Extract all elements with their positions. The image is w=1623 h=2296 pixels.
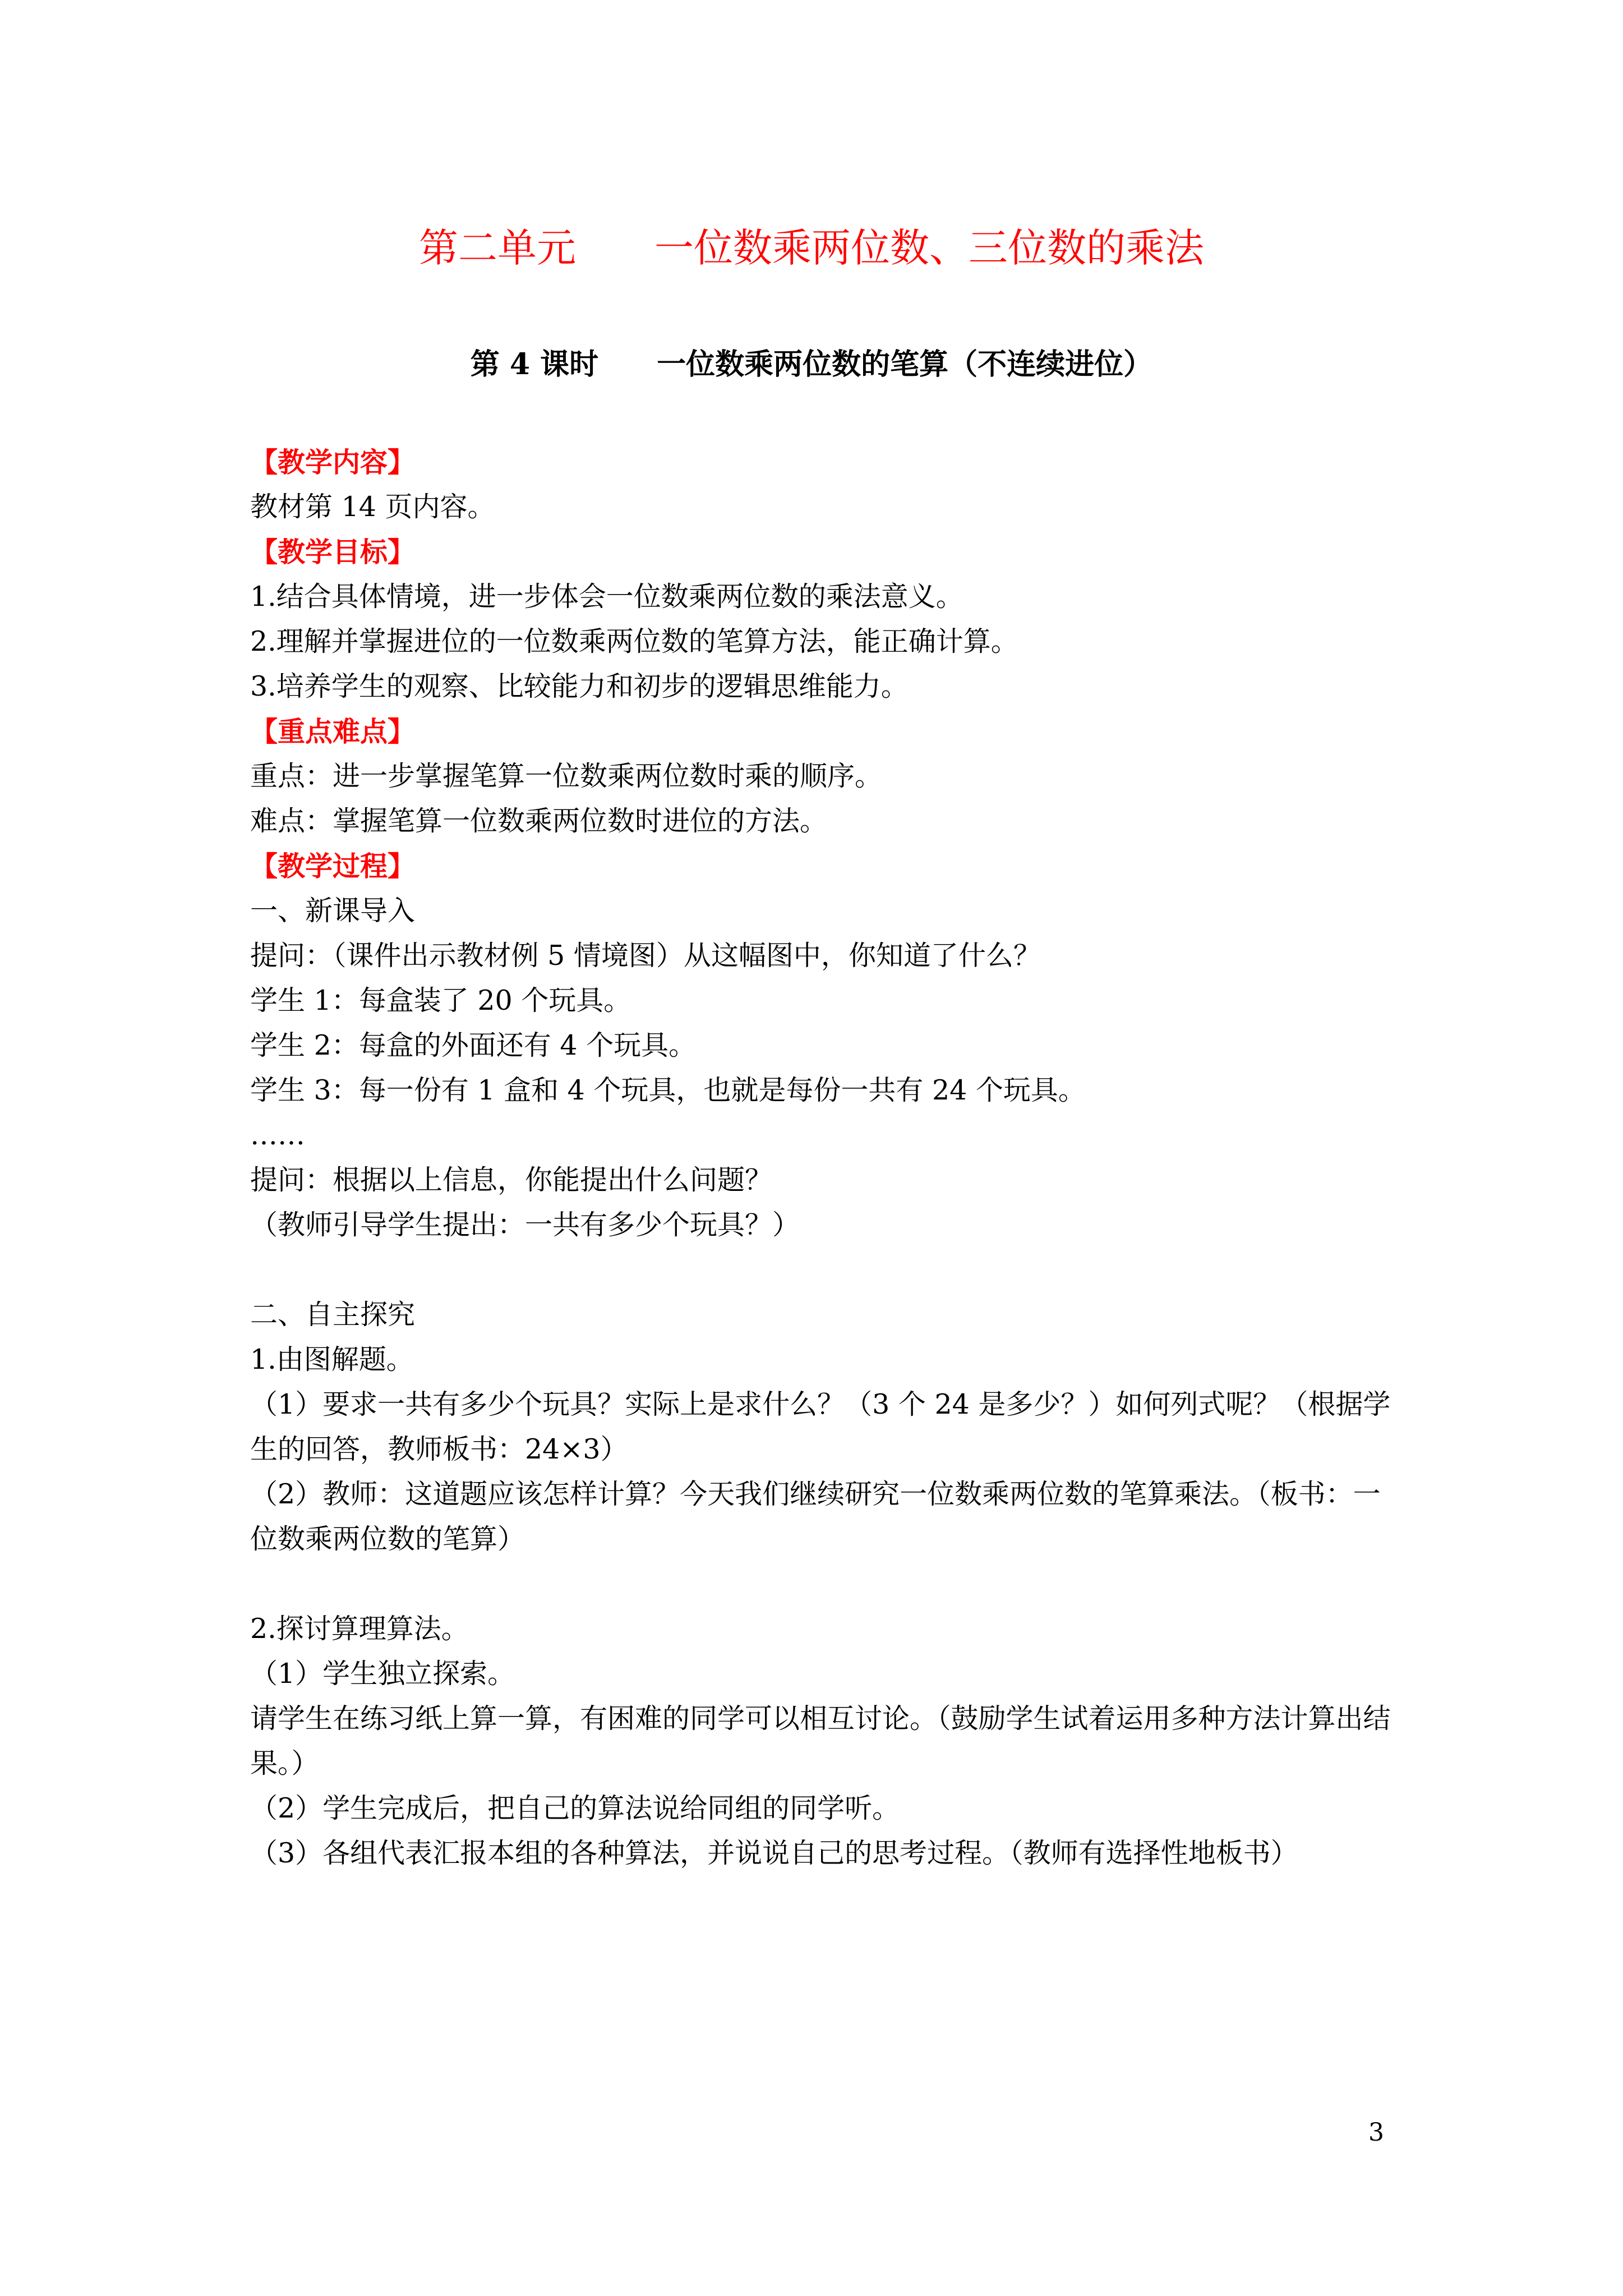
paragraph-gap [250,1562,1394,1607]
process-line: …… [250,1119,305,1151]
process-line: 一、新课导入 [250,895,416,927]
goal-line: 1.结合具体情境，进一步体会一位数乘两位数的乘法意义。 [250,581,963,613]
process-line: 学生 2：每盒的外面还有 4 个玩具。 [250,1029,697,1061]
section-heading-goals: 【教学目标】 [250,536,416,568]
paragraph-gap [250,1248,1394,1292]
content-line: 教材第 14 页内容。 [250,491,495,523]
process-line: 二、自主探究 [250,1299,416,1331]
process-line: （1）要求一共有多少个玩具？实际上是求什么？（3 个 24 是多少？）如何列式呢？（根据学生的回答，教师板书：24×3） [250,1388,1391,1465]
goal-line: 3.培养学生的观察、比较能力和初步的逻辑思维能力。 [250,670,909,702]
process-line: 1.由图解题。 [250,1343,414,1375]
section-heading-content: 【教学内容】 [250,446,416,478]
process-line: （教师引导学生提出：一共有多少个玩具？） [250,1209,800,1241]
process-line: 学生 3：每一份有 1 盒和 4 个玩具，也就是每份一共有 24 个玩具。 [250,1074,1086,1106]
process-line: 提问：根据以上信息，你能提出什么问题？ [250,1164,773,1196]
section-heading-key-points: 【重点难点】 [250,715,416,748]
process-line: 2.探讨算理算法。 [250,1613,469,1645]
section-heading-process: 【教学过程】 [250,850,416,882]
lesson-title: 第 4 课时 一位数乘两位数的笔算（不连续进位） [470,347,1153,381]
process-line: （3）各组代表汇报本组的各种算法，并说说自己的思考过程。（教师有选择性地板书） [250,1837,1298,1869]
goal-line: 2.理解并掌握进位的一位数乘两位数的笔算方法，能正确计算。 [250,625,1018,657]
process-line: 提问：（课件出示教材例 5 情境图）从这幅图中，你知道了什么？ [250,940,1041,972]
lesson-body [250,440,1394,1876]
key-point-line: 难点：掌握笔算一位数乘两位数时进位的方法。 [250,805,828,837]
process-line: 请学生在练习纸上算一算，有困难的同学可以相互讨论。（鼓励学生试着运用多种方法计算出结果。） [250,1703,1391,1779]
process-line: （2）教师：这道题应该怎样计算？今天我们继续研究一位数乘两位数的笔算乘法。（板书：一位数乘两位数的笔算） [250,1478,1381,1555]
unit-title: 第二单元 一位数乘两位数、三位数的乘法 [419,225,1204,271]
process-line: 学生 1：每盒装了 20 个玩具。 [250,984,631,1016]
process-line: （2）学生完成后，把自己的算法说给同组的同学听。 [250,1792,900,1824]
process-line: （1）学生独立探索。 [250,1658,515,1690]
page-number: 3 [1368,2118,1384,2147]
key-point-line: 重点：进一步掌握笔算一位数乘两位数时乘的顺序。 [250,760,883,792]
